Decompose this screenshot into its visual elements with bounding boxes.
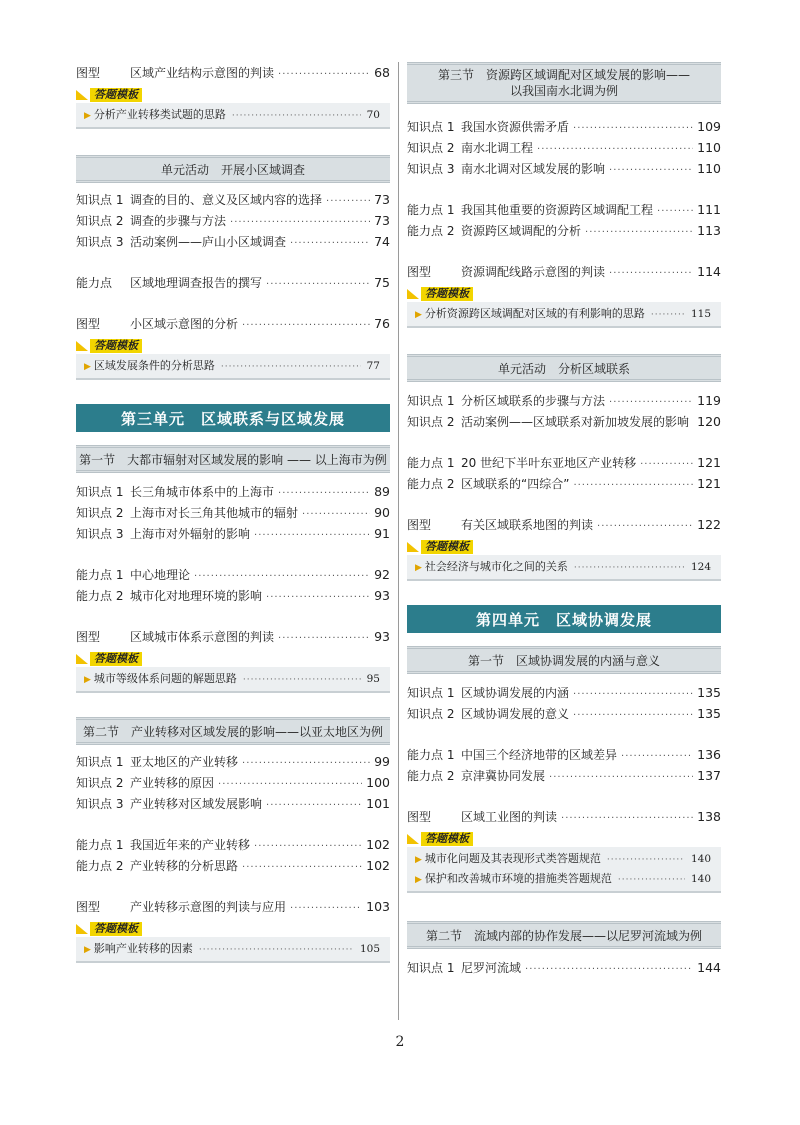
- leader-dots: [326, 191, 370, 212]
- leader-dots: [194, 566, 370, 587]
- page-ref: 136: [697, 747, 721, 762]
- entry-type: 知识点 1: [407, 394, 455, 408]
- template-entry[interactable]: [407, 849, 721, 869]
- page-ref: 102: [366, 837, 390, 852]
- leader-dots: [621, 746, 693, 767]
- corner-triangle-icon: [76, 654, 88, 664]
- entry-type: 知识点 2: [76, 214, 124, 228]
- entry-type: 图型: [407, 265, 432, 279]
- leader-dots: [266, 795, 362, 816]
- toc-entry[interactable]: [407, 765, 721, 786]
- page-ref: 137: [697, 768, 721, 783]
- toc-entry[interactable]: [76, 834, 390, 855]
- page-ref: 114: [697, 264, 721, 279]
- entry-title: 我国其他重要的资源跨区域调配工程: [461, 203, 654, 217]
- entry-type: 知识点 3: [76, 797, 124, 811]
- entry-title: 尼罗河流域: [461, 961, 522, 975]
- entry-title: 调查的步骤与方法: [130, 214, 227, 228]
- leader-dots: [573, 475, 693, 496]
- entry-title: 区域协调发展的内涵: [461, 686, 570, 700]
- entry-title: 上海市对外辐射的影响: [130, 527, 251, 541]
- toc-entry[interactable]: [76, 231, 390, 252]
- template-title: 区域发展条件的分析思路: [93, 359, 215, 372]
- entry-type: 图型: [76, 630, 101, 644]
- entry-type: 能力点 2: [407, 477, 455, 491]
- page-ref: 121: [697, 455, 721, 470]
- leader-dots: [618, 870, 685, 890]
- arrow-right-icon: ▶: [84, 675, 91, 685]
- entry-title: 中心地理论: [130, 568, 191, 582]
- answer-template-tag: [76, 921, 390, 936]
- entry-type: 知识点 1: [407, 686, 455, 700]
- page-ref: 140: [690, 873, 711, 885]
- entry-type: 图型: [407, 810, 432, 824]
- answer-template-box: [407, 555, 721, 581]
- toc-entry[interactable]: [76, 896, 390, 917]
- page-number: 2: [395, 1034, 405, 1050]
- entry-title: 产业转移的原因: [130, 776, 215, 790]
- leader-dots: [549, 767, 693, 788]
- template-title: 分析资源跨区域调配对区域的有利影响的思路: [424, 307, 645, 320]
- entry-type: 知识点 2: [407, 415, 455, 429]
- entry-title: 产业转移的分析思路: [130, 859, 239, 873]
- page-ref: 93: [374, 629, 390, 644]
- entry-type: 能力点 1: [76, 838, 124, 852]
- leader-dots: [302, 504, 370, 525]
- page-ref: 115: [690, 308, 711, 320]
- corner-triangle-icon: [76, 924, 88, 934]
- toc-left-column: [76, 62, 390, 963]
- template-entry[interactable]: [76, 105, 390, 125]
- toc-entry[interactable]: [407, 411, 721, 432]
- entry-title: 城市化对地理环境的影响: [130, 589, 263, 603]
- leader-dots: [266, 274, 370, 295]
- arrow-right-icon: ▶: [415, 875, 422, 885]
- page-ref: 111: [697, 202, 721, 217]
- corner-triangle-icon: [407, 542, 419, 552]
- page-ref: 101: [366, 796, 390, 811]
- entry-type: 能力点 1: [407, 748, 455, 762]
- toc-entry[interactable]: [76, 564, 390, 585]
- toc-entry[interactable]: [407, 744, 721, 765]
- section-header: 第二节 产业转移对区域发展的影响——以亚太地区为例: [76, 717, 390, 745]
- section-header: 第一节 区域协调发展的内涵与意义: [407, 646, 721, 674]
- entry-title: 区域工业图的判读: [461, 810, 558, 824]
- page-ref: 109: [697, 119, 721, 134]
- entry-title: 区域城市体系示意图的判读: [130, 630, 275, 644]
- answer-template-label: 答题模板: [90, 652, 142, 666]
- leader-dots: [278, 483, 370, 504]
- toc-entry[interactable]: [76, 502, 390, 523]
- entry-type: 知识点 3: [76, 235, 124, 249]
- leader-dots: [609, 263, 693, 284]
- template-entry[interactable]: [76, 669, 390, 689]
- leader-dots: [243, 670, 361, 690]
- leader-dots: [254, 836, 362, 857]
- entry-title: 产业转移示意图的判读与应用: [130, 900, 287, 914]
- entry-title: 区域协调发展的意义: [461, 707, 570, 721]
- entry-title: 产业转移对区域发展影响: [130, 797, 263, 811]
- answer-template-label: 答题模板: [421, 832, 473, 846]
- toc-entry[interactable]: [407, 682, 721, 703]
- page-ref: 73: [374, 192, 390, 207]
- answer-template-tag: [76, 651, 390, 666]
- leader-dots: [278, 64, 370, 85]
- entry-title: 南水北调对区域发展的影响: [461, 162, 606, 176]
- leader-dots: [640, 454, 693, 475]
- page-ref: 103: [366, 899, 390, 914]
- page-ref: 91: [374, 526, 390, 541]
- toc-entry[interactable]: [407, 220, 721, 241]
- entry-type: 能力点 2: [407, 769, 455, 783]
- corner-triangle-icon: [407, 289, 419, 299]
- answer-template-box: [76, 103, 390, 129]
- answer-template-tag: [407, 831, 721, 846]
- toc-entry[interactable]: [407, 957, 721, 978]
- leader-dots: [525, 959, 693, 980]
- page-ref: 124: [690, 561, 711, 573]
- answer-template-box: [76, 667, 390, 693]
- page-ref: 119: [697, 393, 721, 408]
- entry-title: 资源跨区域调配的分析: [461, 224, 582, 238]
- page-ref: 92: [374, 567, 390, 582]
- answer-template-label: 答题模板: [421, 540, 473, 554]
- arrow-right-icon: ▶: [415, 310, 422, 320]
- page-ref: 110: [697, 140, 721, 155]
- leader-dots: [230, 212, 370, 233]
- page-ref: 135: [697, 706, 721, 721]
- toc-entry[interactable]: [76, 523, 390, 544]
- entry-type: 图型: [407, 518, 432, 532]
- entry-type: 知识点 2: [407, 707, 455, 721]
- column-divider: [398, 62, 399, 1020]
- entry-type: 知识点 3: [407, 162, 455, 176]
- section-header-line2: 以我国南水北调为例: [509, 84, 618, 98]
- template-title: 城市等级体系问题的解题思路: [93, 672, 237, 685]
- answer-template-label: 答题模板: [90, 922, 142, 936]
- page-ref: 75: [374, 275, 390, 290]
- entry-type: 能力点 1: [76, 568, 124, 582]
- toc-entry[interactable]: [407, 158, 721, 179]
- answer-template-box: [76, 354, 390, 380]
- page-ref: 77: [366, 360, 380, 372]
- template-title: 社会经济与城市化之间的关系: [424, 560, 568, 573]
- leader-dots: [242, 753, 370, 774]
- toc-entry[interactable]: [76, 585, 390, 606]
- entry-title: 活动案例——区域联系对新加坡发展的影响: [461, 415, 690, 429]
- entry-type: 知识点 1: [76, 755, 124, 769]
- entry-title: 分析区域联系的步骤与方法: [461, 394, 606, 408]
- entry-title: 有关区域联系地图的判读: [461, 518, 594, 532]
- unit-header: 第三单元 区域联系与区域发展: [76, 404, 390, 432]
- entry-title: 区域联系的“四综合”: [461, 477, 570, 491]
- toc-entry[interactable]: [407, 473, 721, 494]
- toc-entry[interactable]: [407, 806, 721, 827]
- page-ref: 93: [374, 588, 390, 603]
- entry-title: 中国三个经济地带的区域差异: [461, 748, 618, 762]
- entry-title: 调查的目的、意义及区域内容的选择: [130, 193, 323, 207]
- leader-dots: [609, 392, 693, 413]
- answer-template-box: [407, 847, 721, 893]
- toc-entry[interactable]: [407, 514, 721, 535]
- toc-entry[interactable]: [76, 62, 390, 83]
- entry-title: 活动案例——庐山小区域调查: [130, 235, 287, 249]
- leader-dots: [290, 898, 362, 919]
- page-ref: 76: [374, 316, 390, 331]
- entry-type: 能力点 2: [76, 859, 124, 873]
- page-ref: 120: [697, 414, 721, 429]
- leader-dots: [242, 857, 362, 878]
- arrow-right-icon: ▶: [84, 111, 91, 121]
- page-ref: 90: [374, 505, 390, 520]
- arrow-right-icon: ▶: [84, 945, 91, 955]
- answer-template-tag: [407, 286, 721, 301]
- leader-dots: [242, 315, 370, 336]
- entry-type: 知识点 1: [76, 193, 124, 207]
- page-ref: 73: [374, 213, 390, 228]
- toc-entry[interactable]: [407, 452, 721, 473]
- page-ref: 99: [374, 754, 390, 769]
- template-entry[interactable]: [76, 939, 390, 959]
- entry-title: 长三角城市体系中的上海市: [130, 485, 275, 499]
- page-ref: 100: [366, 775, 390, 790]
- leader-dots: [254, 525, 370, 546]
- entry-type: 能力点 2: [76, 589, 124, 603]
- answer-template-box: [407, 302, 721, 328]
- unit-header: 第四单元 区域协调发展: [407, 605, 721, 633]
- leader-dots: [573, 118, 693, 139]
- answer-template-label: 答题模板: [421, 287, 473, 301]
- answer-template-box: [76, 937, 390, 963]
- entry-type: 知识点 1: [407, 961, 455, 975]
- corner-triangle-icon: [76, 341, 88, 351]
- entry-title: 京津冀协同发展: [461, 769, 546, 783]
- page-ref: 121: [697, 476, 721, 491]
- toc-entry[interactable]: [76, 210, 390, 231]
- entry-type: 图型: [76, 900, 101, 914]
- page-ref: 68: [374, 65, 390, 80]
- entry-title: 上海市对长三角其他城市的辐射: [130, 506, 299, 520]
- entry-title: 20 世纪下半叶东亚地区产业转移: [461, 456, 637, 470]
- toc-right-column: [407, 62, 721, 978]
- page-ref: 138: [697, 809, 721, 824]
- leader-dots: [232, 106, 361, 126]
- section-header: 单元活动 开展小区域调查: [76, 155, 390, 183]
- entry-title: 我国近年来的产业转移: [130, 838, 251, 852]
- entry-type: 能力点 1: [407, 456, 455, 470]
- leader-dots: [290, 233, 370, 254]
- template-entry[interactable]: [407, 557, 721, 577]
- toc-entry[interactable]: [76, 751, 390, 772]
- leader-dots: [609, 160, 693, 181]
- entry-title: 南水北调工程: [461, 141, 534, 155]
- answer-template-tag: [407, 539, 721, 554]
- section-header: 第一节 大都市辐射对区域发展的影响 —— 以上海市为例: [76, 445, 390, 473]
- toc-entry[interactable]: [407, 261, 721, 282]
- entry-type: 能力点: [76, 276, 113, 290]
- template-entry[interactable]: [407, 869, 721, 889]
- leader-dots: [278, 628, 370, 649]
- page-ref: 122: [697, 517, 721, 532]
- toc-entry[interactable]: [76, 772, 390, 793]
- entry-title: 我国水资源供需矛盾: [461, 120, 570, 134]
- leader-dots: [199, 940, 354, 960]
- toc-entry[interactable]: [76, 793, 390, 814]
- entry-title: 区域地理调查报告的撰写: [130, 276, 263, 290]
- toc-entry[interactable]: [76, 189, 390, 210]
- answer-template-label: 答题模板: [90, 339, 142, 353]
- toc-entry[interactable]: [407, 116, 721, 137]
- toc-entry[interactable]: [76, 626, 390, 647]
- arrow-right-icon: ▶: [415, 855, 422, 865]
- leader-dots: [607, 850, 685, 870]
- arrow-right-icon: ▶: [84, 362, 91, 372]
- entry-type: 知识点 2: [76, 776, 124, 790]
- leader-dots: [221, 357, 361, 377]
- toc-entry[interactable]: [407, 390, 721, 411]
- toc-entry[interactable]: [76, 481, 390, 502]
- template-title: 影响产业转移的因素: [93, 942, 193, 955]
- page-ref: 144: [697, 960, 721, 975]
- entry-type: 知识点 2: [407, 141, 455, 155]
- entry-type: 知识点 1: [407, 120, 455, 134]
- arrow-right-icon: ▶: [415, 563, 422, 573]
- answer-template-label: 答题模板: [90, 88, 142, 102]
- entry-title: 资源调配线路示意图的判读: [461, 265, 606, 279]
- page-ref: 105: [359, 943, 380, 955]
- entry-type: 图型: [76, 66, 101, 80]
- leader-dots: [561, 808, 693, 829]
- leader-dots: [266, 587, 370, 608]
- entry-title: 小区域示意图的分析: [130, 317, 239, 331]
- template-title: 分析产业转移类试题的思路: [93, 108, 226, 121]
- toc-entry[interactable]: [76, 272, 390, 293]
- leader-dots: [585, 222, 693, 243]
- page-ref: 95: [366, 673, 380, 685]
- entry-type: 图型: [76, 317, 101, 331]
- entry-type: 能力点 2: [407, 224, 455, 238]
- page-ref: 135: [697, 685, 721, 700]
- answer-template-tag: [76, 87, 390, 102]
- leader-dots: [537, 139, 693, 160]
- entry-title: 区域产业结构示意图的判读: [130, 66, 275, 80]
- corner-triangle-icon: [76, 90, 88, 100]
- toc-entry[interactable]: [407, 137, 721, 158]
- section-header-line1: 第三节 资源跨区域调配对区域发展的影响——: [437, 68, 690, 82]
- toc-entry[interactable]: [407, 703, 721, 724]
- toc-entry[interactable]: [407, 199, 721, 220]
- leader-dots: [651, 305, 685, 325]
- page-ref: 70: [366, 109, 380, 121]
- entry-type: 知识点 2: [76, 506, 124, 520]
- page-ref: 74: [374, 234, 390, 249]
- template-title: 保护和改善城市环境的措施类答题规范: [424, 872, 612, 885]
- entry-title: 亚太地区的产业转移: [130, 755, 239, 769]
- page-ref: 110: [697, 161, 721, 176]
- leader-dots: [597, 516, 693, 537]
- page-ref: 140: [690, 853, 711, 865]
- leader-dots: [574, 558, 685, 578]
- template-entry[interactable]: [76, 356, 390, 376]
- section-header: 第二节 流域内部的协作发展——以尼罗河流域为例: [407, 921, 721, 949]
- entry-type: 知识点 3: [76, 527, 124, 541]
- leader-dots: [657, 201, 693, 222]
- leader-dots: [573, 684, 693, 705]
- section-header: [407, 62, 721, 104]
- section-header: 单元活动 分析区域联系: [407, 354, 721, 382]
- template-entry[interactable]: [407, 304, 721, 324]
- entry-type: 知识点 1: [76, 485, 124, 499]
- answer-template-tag: [76, 338, 390, 353]
- entry-type: 能力点 1: [407, 203, 455, 217]
- page-ref: 89: [374, 484, 390, 499]
- page-ref: 113: [697, 223, 721, 238]
- toc-entry[interactable]: [76, 313, 390, 334]
- page-ref: 102: [366, 858, 390, 873]
- corner-triangle-icon: [407, 834, 419, 844]
- leader-dots: [573, 705, 693, 726]
- leader-dots: [218, 774, 362, 795]
- toc-entry[interactable]: [76, 855, 390, 876]
- template-title: 城市化问题及其表现形式类答题规范: [424, 852, 601, 865]
